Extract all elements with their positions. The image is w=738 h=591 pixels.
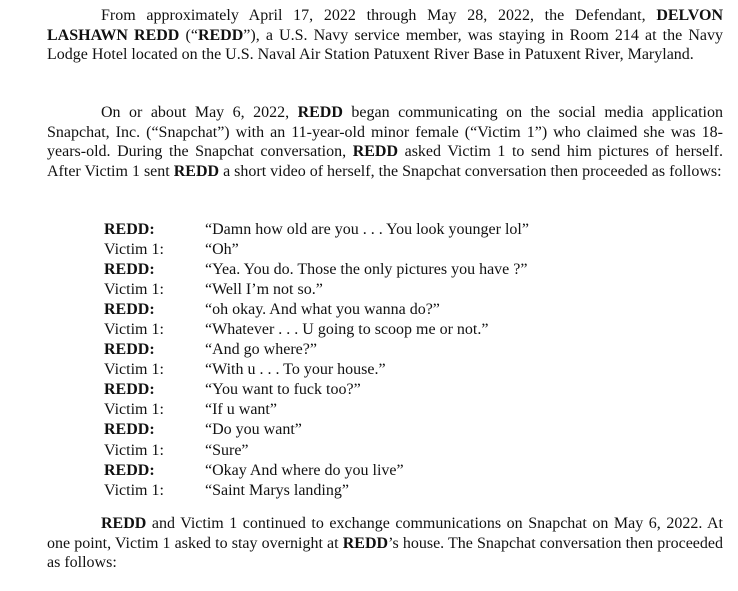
speaker-label: REDD: (104, 421, 155, 439)
paragraph-text: a short video of herself, the Snapchat conversation then proceeded as follows: (219, 162, 722, 180)
transcript-row (104, 400, 704, 420)
speaker-label: Victim 1: (104, 401, 164, 419)
message-text: “Whatever . . . U going to scoop me or not.” (205, 321, 489, 339)
paragraph-text: began communicating on the social media application Snapchat, Inc. (“Snapchat”) with an 11-year-old minor female (“Victim 1”) who claimed she was 18-years-old. During the Snapchat conversation, (47, 104, 723, 161)
paragraph-text: and Victim 1 continued to exchange communications on Snapchat on May 6, 2022. At one point, Victim 1 asked to stay overnight at (47, 515, 723, 552)
speaker-label: Victim 1: (104, 241, 164, 259)
transcript-row (104, 380, 704, 400)
paragraph-text: (“ (179, 26, 198, 44)
speaker-label: REDD: (104, 461, 155, 479)
paragraph-text: ”), a U.S. Navy service member, was staying in Room 214 at the Navy Lodge Hotel located on the U.S. Naval Air Station Patuxent River Base in Patuxent River, Maryland. (47, 26, 724, 64)
transcript-row (104, 420, 704, 440)
transcript-row (104, 481, 704, 501)
message-text: “Sure” (205, 441, 249, 459)
message-text: “With u . . . To your house.” (205, 361, 386, 379)
message-text: “You want to fuck too?” (205, 381, 361, 399)
transcript-row (104, 220, 704, 240)
speaker-label: REDD: (104, 261, 155, 279)
message-text: “If u want” (205, 401, 277, 419)
defendant-short-name: REDD (197, 26, 244, 44)
paragraph-text: On or about May 6, 2022, (101, 104, 298, 121)
speaker-label: Victim 1: (104, 481, 164, 499)
defendant-short-name: REDD (352, 143, 399, 161)
speaker-label: REDD: (104, 221, 155, 238)
speaker-label: REDD: (104, 301, 155, 319)
paragraph-snapchat-contact (47, 103, 723, 181)
speaker-label: REDD: (104, 381, 155, 399)
message-text: “Saint Marys landing” (205, 481, 349, 499)
transcript-row (104, 441, 704, 461)
message-text: “And go where?” (205, 341, 317, 359)
paragraph-text: ’s house. The Snapchat conversation then proceeded as follows: (47, 534, 724, 572)
message-text: “oh okay. And what you wanna do?” (205, 301, 440, 319)
message-text: “Well I’m not so.” (205, 281, 323, 299)
transcript-row (104, 360, 704, 380)
defendant-name: DELVON LASHAWN REDD (47, 7, 723, 44)
defendant-short-name: REDD (297, 104, 343, 121)
transcript-row (104, 340, 704, 360)
paragraph-continued-communications (47, 514, 723, 573)
message-text: “Damn how old are you . . . You look younger lol” (205, 221, 529, 238)
conversation-transcript (104, 220, 704, 501)
transcript-row (104, 300, 704, 320)
speaker-label: REDD: (104, 341, 155, 359)
defendant-short-name: REDD (173, 162, 220, 180)
transcript-row (104, 461, 704, 481)
defendant-short-name: REDD (101, 515, 147, 532)
transcript-row (104, 260, 704, 280)
transcript-row (104, 280, 704, 300)
paragraph-text: From approximately April 17, 2022 through May 28, 2022, the Defendant, (101, 7, 657, 24)
message-text: “Yea. You do. Those the only pictures you have ?” (205, 261, 528, 279)
speaker-label: Victim 1: (104, 361, 164, 379)
speaker-label: Victim 1: (104, 441, 164, 459)
speaker-label: Victim 1: (104, 321, 164, 339)
paragraph-text: asked Victim 1 to send him pictures of herself. After Victim 1 sent (47, 143, 723, 180)
message-text: “Oh” (205, 241, 239, 259)
defendant-short-name: REDD (342, 534, 389, 552)
message-text: “Okay And where do you live” (205, 461, 404, 479)
message-text: “Do you want” (205, 421, 302, 439)
transcript-row (104, 240, 704, 260)
transcript-row (104, 320, 704, 340)
paragraph-defendant-lodging (47, 6, 723, 65)
speaker-label: Victim 1: (104, 281, 164, 299)
